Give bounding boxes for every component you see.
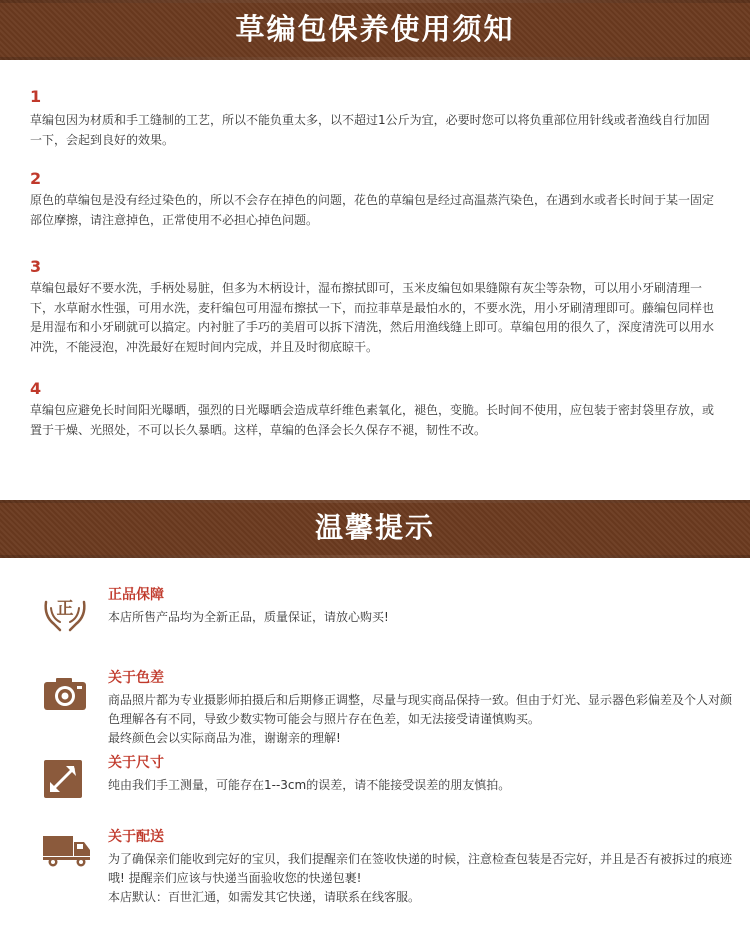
tip-line: 最终颜色会以实际商品为准，谢谢亲的理解! xyxy=(108,731,341,745)
care-banner-title: 草编包保养使用须知 xyxy=(235,12,515,46)
tip-line: 纯由我们手工测量，可能存在1--3cm的误差，请不能接受误差的朋友慎拍。 xyxy=(108,778,511,792)
tip-title: 关于配送 xyxy=(108,829,164,845)
care-item-4 xyxy=(30,380,720,440)
tip-title: 关于色差 xyxy=(108,670,164,686)
delivery-truck-icon xyxy=(42,832,88,872)
genuine-mark: 正 xyxy=(56,599,74,619)
care-item-text: 原色的草编包是没有经过染色的，所以不会存在掉色的问题，花色的草编包是经过高温蒸汽染色，在遇到水或者长时间于某一固定部位摩擦，请注意掉色，正常使用不必担心掉色问题。 xyxy=(30,193,715,227)
care-banner xyxy=(0,0,750,60)
tips-banner xyxy=(0,500,750,558)
tip-body xyxy=(108,828,732,907)
care-item-2 xyxy=(30,170,720,230)
care-item-text: 草编包因为材质和手工缝制的工艺，所以不能负重太多，以不超过1公斤为宜，必要时您可以将负重部位用针线或者渔线自行加固一下，会起到良好的效果。 xyxy=(30,113,710,147)
tip-title: 正品保障 xyxy=(108,587,164,603)
care-item-number: 4 xyxy=(30,379,42,398)
tip-body xyxy=(108,586,732,627)
tip-line: 商品照片都为专业摄影师拍摄后和后期修正调整，尽量与现实商品保持一致。但由于灯光、显示器色彩偏差及个人对颜色理解各有不同，导致少数实物可能会与照片存在色差，如无法接受请谨慎购买。 xyxy=(108,693,733,726)
care-item-1 xyxy=(30,88,720,150)
genuine-hands-icon xyxy=(42,590,88,630)
tip-body xyxy=(108,754,732,795)
tips-banner-title: 温馨提示 xyxy=(314,511,435,544)
tip-line: 为了确保亲们能收到完好的宝贝，我们提醒亲们在签收快递的时候，注意检查包装是否完好，并且是否有被拆过的痕迹哦! 提醒亲们应该与快递当面验收您的快递包裹! xyxy=(108,852,733,885)
care-item-number: 1 xyxy=(30,87,42,106)
care-item-text: 草编包最好不要水洗，手柄处易脏，但多为木柄设计，湿布擦拭即可，玉米皮编包如果缝隙有灰尘等杂物，可以用小牙刷清理一下，水草耐水性强，可用水洗，麦秆编包可用湿布擦拭一下，而拉菲草是最怕水的，不要水洗，用小牙刷清理即可。藤编包同样也是用湿布和小牙刷就可以搞定。内衬脏了手巧的美眉可以拆下清洗，然后用渔线缝上即可。草编包用的很久了，深度清洗可以用水冲洗，不能浸泡，冲洗最好在短时间内完成，并且及时彻底晾干。 xyxy=(30,281,715,354)
camera-icon xyxy=(42,673,88,713)
tip-title: 关于尺寸 xyxy=(108,755,164,771)
tip-line: 本店默认：百世汇通，如需发其它快递，请联系在线客服。 xyxy=(108,890,421,904)
care-item-number: 2 xyxy=(30,169,42,188)
resize-arrow-icon xyxy=(42,758,88,798)
tip-body xyxy=(108,669,732,748)
tip-line: 本店所售产品均为全新正品，质量保证，请放心购买! xyxy=(108,610,389,624)
care-item-text: 草编包应避免长时间阳光曝晒，强烈的日光曝晒会造成草纤维色素氧化，褪色，变脆。长时间不使用，应包装于密封袋里存放，或置于干燥、光照处，不可以长久暴晒。这样，草编的色泽会长久保存不褪，韧性不改。 xyxy=(30,403,715,437)
care-item-number: 3 xyxy=(30,257,42,276)
care-item-3 xyxy=(30,258,720,357)
